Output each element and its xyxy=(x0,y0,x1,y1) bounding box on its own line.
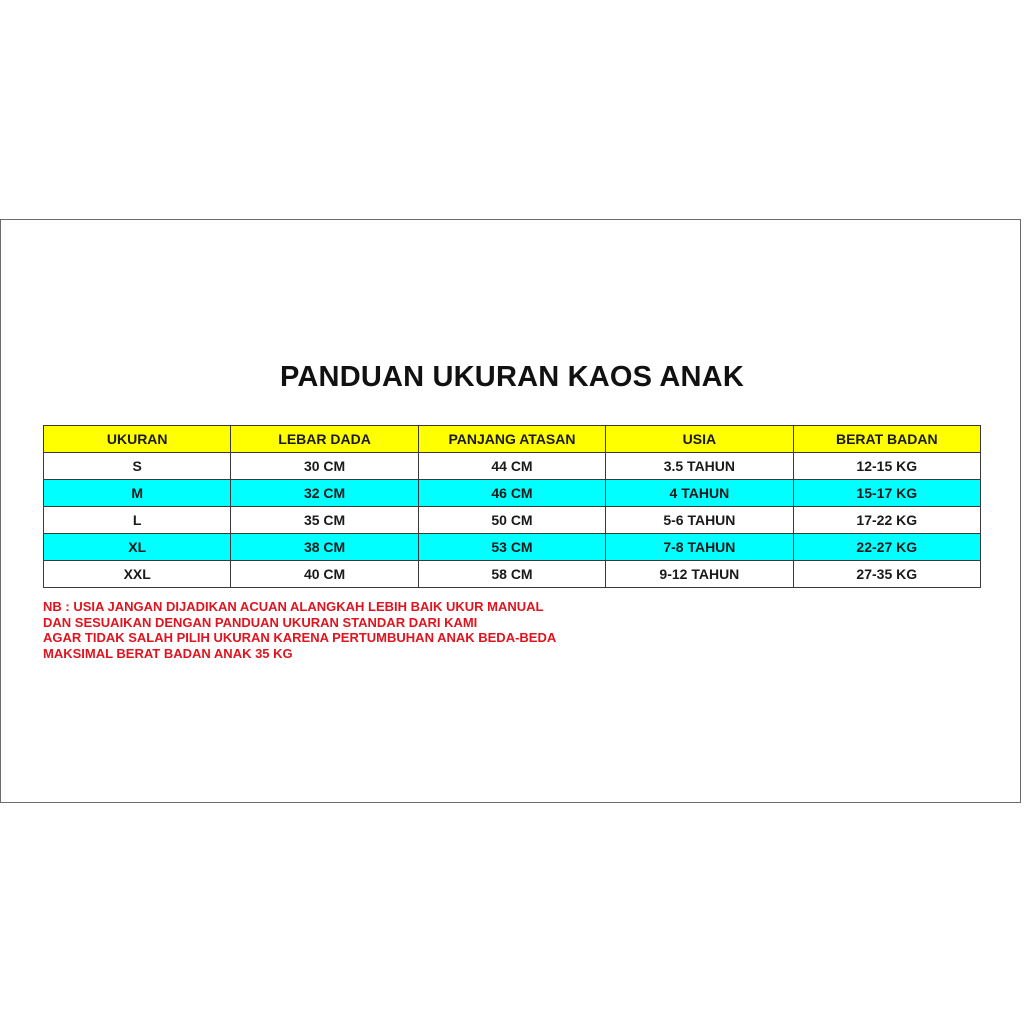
header-ukuran: UKURAN xyxy=(44,426,231,453)
note-line: NB : USIA JANGAN DIJADIKAN ACUAN ALANGKAH LEBIH BAIK UKUR MANUAL xyxy=(43,599,544,614)
table-header-row xyxy=(44,426,981,453)
cell-lebar-dada: 40 CM xyxy=(231,561,418,588)
size-note xyxy=(43,599,743,661)
page-title: PANDUAN UKURAN KAOS ANAK xyxy=(280,361,744,393)
cell-ukuran: XXL xyxy=(44,561,231,588)
cell-panjang-atasan: 46 CM xyxy=(418,480,605,507)
cell-usia: 3.5 TAHUN xyxy=(606,453,793,480)
cell-ukuran: M xyxy=(44,480,231,507)
cell-berat-badan: 15-17 KG xyxy=(793,480,980,507)
table-row xyxy=(44,507,981,534)
cell-berat-badan: 22-27 KG xyxy=(793,534,980,561)
table-row xyxy=(44,480,981,507)
header-berat-badan: BERAT BADAN xyxy=(793,426,980,453)
cell-panjang-atasan: 44 CM xyxy=(418,453,605,480)
cell-usia: 4 TAHUN xyxy=(606,480,793,507)
cell-ukuran: S xyxy=(44,453,231,480)
cell-berat-badan: 17-22 KG xyxy=(793,507,980,534)
cell-usia: 7-8 TAHUN xyxy=(606,534,793,561)
cell-panjang-atasan: 50 CM xyxy=(418,507,605,534)
cell-berat-badan: 27-35 KG xyxy=(793,561,980,588)
note-line: MAKSIMAL BERAT BADAN ANAK 35 KG xyxy=(43,645,293,661)
cell-lebar-dada: 35 CM xyxy=(231,507,418,534)
cell-lebar-dada: 30 CM xyxy=(231,453,418,480)
table-row xyxy=(44,561,981,588)
cell-panjang-atasan: 53 CM xyxy=(418,534,605,561)
cell-berat-badan: 12-15 KG xyxy=(793,453,980,480)
cell-ukuran: XL xyxy=(44,534,231,561)
cell-ukuran: L xyxy=(44,507,231,534)
cell-usia: 5-6 TAHUN xyxy=(606,507,793,534)
cell-usia: 9-12 TAHUN xyxy=(606,561,793,588)
header-usia: USIA xyxy=(606,426,793,453)
cell-lebar-dada: 38 CM xyxy=(231,534,418,561)
header-panjang-atasan: PANJANG ATASAN xyxy=(418,426,605,453)
cell-lebar-dada: 32 CM xyxy=(231,480,418,507)
table-row xyxy=(44,453,981,480)
header-lebar-dada: LEBAR DADA xyxy=(231,426,418,453)
table-row xyxy=(44,534,981,561)
size-table xyxy=(43,425,981,588)
cell-panjang-atasan: 58 CM xyxy=(418,561,605,588)
note-line: DAN SESUAIKAN DENGAN PANDUAN UKURAN STANDAR DARI KAMI xyxy=(43,614,478,630)
note-line: AGAR TIDAK SALAH PILIH UKURAN KARENA PERTUMBUHAN ANAK BEDA-BEDA xyxy=(43,630,557,645)
